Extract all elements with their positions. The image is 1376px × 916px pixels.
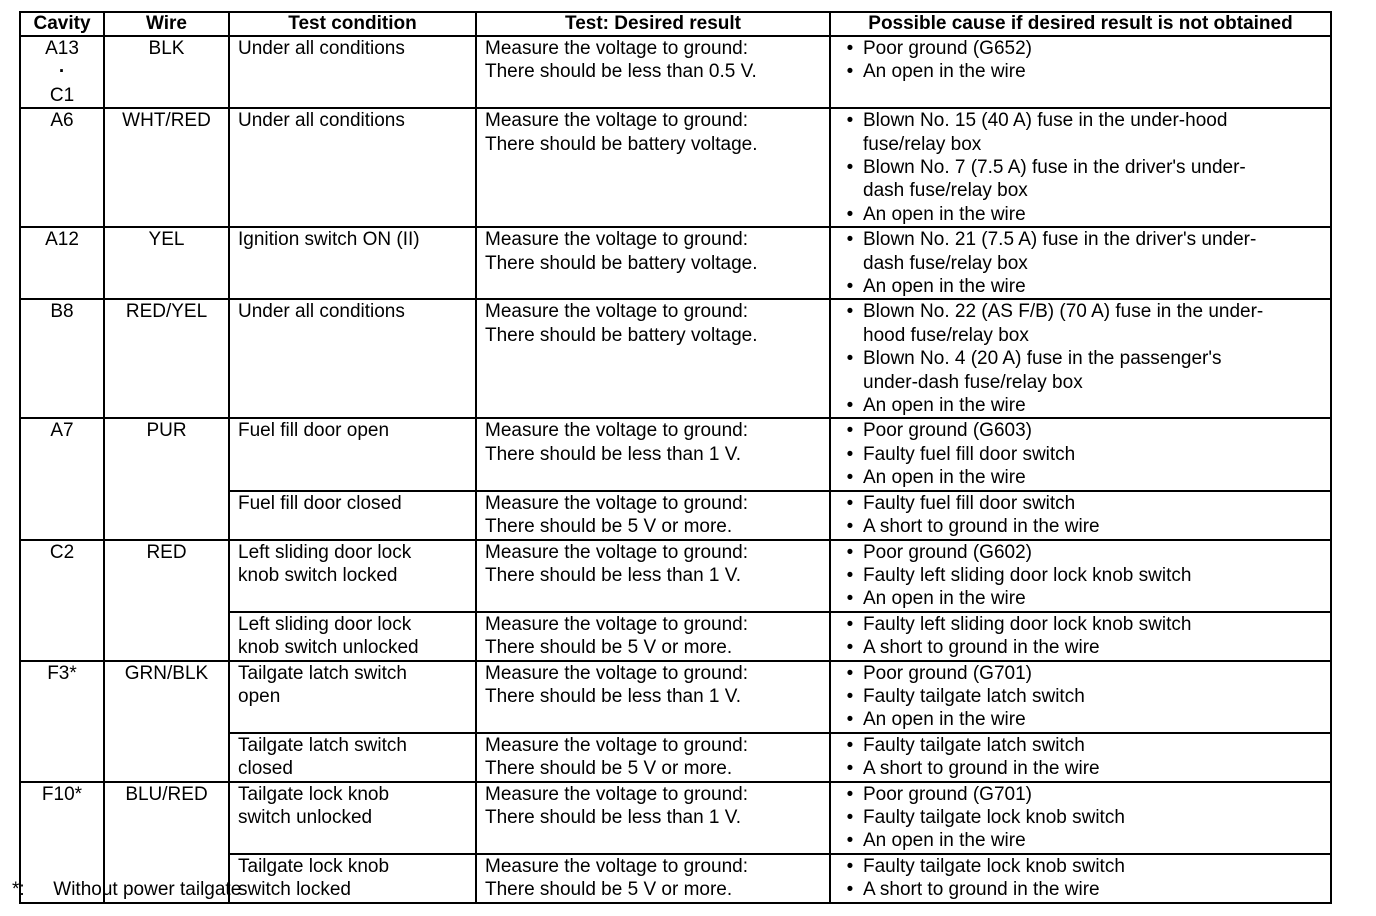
list-item xyxy=(843,228,1330,275)
bullet-icon: • xyxy=(846,492,854,514)
wire-cell xyxy=(104,661,229,782)
desired-result-cell xyxy=(476,540,830,612)
cause-list xyxy=(843,734,1330,781)
cavity-label: F3* xyxy=(47,662,77,684)
list-item xyxy=(843,300,1330,347)
test-condition-cell xyxy=(229,491,476,540)
list-item xyxy=(843,203,1330,226)
test-condition-cell xyxy=(229,108,476,227)
bullet-icon: • xyxy=(846,879,854,901)
bullet-icon: • xyxy=(846,613,854,635)
table-row xyxy=(20,299,1331,418)
cause-text: Faulty tailgate latch switch xyxy=(863,734,1085,756)
wire-color: RED/YEL xyxy=(125,301,208,323)
desired-result-line: There should be less than 1 V. xyxy=(485,564,741,586)
desired-result-cell xyxy=(476,418,830,490)
test-condition-line: Tailgate lock knob xyxy=(238,783,390,805)
desired-result-line: There should be less than 1 V. xyxy=(485,806,741,828)
wire-color: GRN/BLK xyxy=(124,662,209,684)
cause-text: Faulty left sliding door lock knob switch xyxy=(863,613,1192,635)
list-item xyxy=(843,806,1330,829)
test-condition-cell xyxy=(229,540,476,612)
wire-color: BLU/RED xyxy=(125,783,208,805)
bullet-icon: • xyxy=(846,61,854,83)
test-condition-line: Under all conditions xyxy=(238,301,405,323)
bullet-icon: • xyxy=(846,758,854,780)
bullet-icon: • xyxy=(846,855,854,877)
possible-cause-cell xyxy=(830,661,1331,733)
test-condition-line: switch unlocked xyxy=(238,806,373,828)
table-row xyxy=(20,782,1331,854)
desired-result-line: There should be battery voltage. xyxy=(485,324,758,346)
test-condition-line: open xyxy=(238,685,281,707)
test-condition-cell xyxy=(229,612,476,661)
wire-color: WHT/RED xyxy=(122,110,211,132)
cause-text: Blown No. 22 (AS F/B) (70 A) fuse in the under- hood fuse/relay box xyxy=(863,301,1264,346)
bullet-icon: • xyxy=(846,564,854,586)
bullet-icon: • xyxy=(846,420,854,442)
cause-text: Faulty left sliding door lock knob switch xyxy=(863,564,1192,586)
desired-result-line: There should be 5 V or more. xyxy=(485,637,733,659)
test-condition-cell xyxy=(229,299,476,418)
table-row xyxy=(20,36,1331,108)
bullet-icon: • xyxy=(846,203,854,225)
list-item xyxy=(843,60,1330,83)
wire-color: YEL xyxy=(148,229,185,251)
wire-cell xyxy=(104,36,229,108)
test-condition-line: Tailgate latch switch xyxy=(238,662,407,684)
desired-result-line: There should be less than 0.5 V. xyxy=(485,61,757,83)
list-item xyxy=(843,515,1330,538)
desired-result-line: Measure the voltage to ground: xyxy=(485,734,749,756)
list-item xyxy=(843,636,1330,659)
table-row xyxy=(20,227,1331,299)
cause-text: Faulty fuel fill door switch xyxy=(863,443,1076,465)
list-item xyxy=(843,783,1330,806)
test-condition-line: Fuel fill door closed xyxy=(238,492,402,514)
list-item xyxy=(843,613,1330,636)
bullet-icon: • xyxy=(846,637,854,659)
cause-text: An open in the wire xyxy=(863,395,1026,417)
desired-result-line: There should be less than 1 V. xyxy=(485,685,741,707)
cavity-cell xyxy=(20,227,104,299)
header-row xyxy=(20,12,1331,36)
desired-result-line: Measure the voltage to ground: xyxy=(485,420,749,442)
cavity-label: A6 xyxy=(50,110,74,132)
test-condition-line: Tailgate lock knob xyxy=(238,855,390,877)
cause-list xyxy=(843,613,1330,660)
bullet-icon: • xyxy=(846,516,854,538)
cavity-label: A13 xyxy=(45,38,79,59)
desired-result-cell xyxy=(476,299,830,418)
cause-list xyxy=(843,855,1330,902)
table-row xyxy=(20,418,1331,490)
wire-test-table xyxy=(19,11,1332,904)
test-condition-line: Tailgate latch switch xyxy=(238,734,407,756)
cavity-cell xyxy=(20,540,104,661)
desired-result-cell xyxy=(476,854,830,903)
possible-cause-cell xyxy=(830,782,1331,854)
desired-result-line: Measure the voltage to ground: xyxy=(485,783,749,805)
list-item xyxy=(843,878,1330,901)
list-item xyxy=(843,855,1330,878)
desired-result-cell xyxy=(476,612,830,661)
cause-list xyxy=(843,419,1330,489)
list-item xyxy=(843,394,1330,417)
cause-text: Poor ground (G603) xyxy=(863,420,1032,442)
cavity-cell xyxy=(20,661,104,782)
possible-cause-cell xyxy=(830,491,1331,540)
desired-result-line: Measure the voltage to ground: xyxy=(485,541,749,563)
cause-text: A short to ground in the wire xyxy=(863,758,1100,780)
bullet-icon: • xyxy=(846,301,854,323)
list-item xyxy=(843,564,1330,587)
test-condition-cell xyxy=(229,782,476,854)
possible-cause-cell xyxy=(830,854,1331,903)
possible-cause-cell xyxy=(830,227,1331,299)
table-body xyxy=(20,36,1331,903)
cavity-label: C2 xyxy=(49,541,75,563)
bullet-icon: • xyxy=(846,276,854,298)
cavity-label: B8 xyxy=(50,301,74,323)
possible-cause-cell xyxy=(830,108,1331,227)
desired-result-line: There should be less than 1 V. xyxy=(485,443,741,465)
cause-text: A short to ground in the wire xyxy=(863,879,1100,901)
header-cavity: Cavity xyxy=(20,12,104,36)
cause-list xyxy=(843,228,1330,298)
test-condition-cell xyxy=(229,661,476,733)
bullet-icon: • xyxy=(846,229,854,251)
bullet-icon: • xyxy=(846,541,854,563)
footnote-mark: *: xyxy=(12,879,25,900)
test-condition-cell xyxy=(229,418,476,490)
test-condition-line: Left sliding door lock xyxy=(238,613,412,635)
cause-text: An open in the wire xyxy=(863,467,1026,489)
test-condition-line: knob switch locked xyxy=(238,564,398,586)
desired-result-line: Measure the voltage to ground: xyxy=(485,613,749,635)
cause-list xyxy=(843,37,1330,84)
list-item xyxy=(843,587,1330,610)
cause-text: An open in the wire xyxy=(863,203,1026,225)
test-condition-cell xyxy=(229,733,476,782)
cause-text: Faulty tailgate lock knob switch xyxy=(863,855,1125,877)
wire-color: PUR xyxy=(146,420,187,442)
header-test-condition: Test condition xyxy=(229,12,476,36)
cause-text: Poor ground (G701) xyxy=(863,783,1032,805)
desired-result-cell xyxy=(476,491,830,540)
list-item xyxy=(843,541,1330,564)
cause-text: An open in the wire xyxy=(863,61,1026,83)
list-item xyxy=(843,37,1330,60)
cause-text: A short to ground in the wire xyxy=(863,516,1100,538)
cavity-cell xyxy=(20,108,104,227)
table-row xyxy=(20,661,1331,733)
bullet-icon: • xyxy=(846,395,854,417)
bullet-icon: • xyxy=(846,662,854,684)
possible-cause-cell xyxy=(830,36,1331,108)
cause-text: Faulty tailgate lock knob switch xyxy=(863,806,1125,828)
bullet-icon: • xyxy=(846,830,854,852)
bullet-icon: • xyxy=(846,157,854,179)
wire-cell xyxy=(104,418,229,539)
cavity-label: A12 xyxy=(45,229,79,251)
desired-result-line: There should be battery voltage. xyxy=(485,133,758,155)
cause-list xyxy=(843,492,1330,539)
bullet-icon: • xyxy=(846,806,854,828)
cause-list xyxy=(843,662,1330,732)
cause-text: An open in the wire xyxy=(863,830,1026,852)
list-item xyxy=(843,829,1330,852)
desired-result-line: There should be battery voltage. xyxy=(485,252,758,274)
desired-result-line: There should be 5 V or more. xyxy=(485,758,733,780)
cause-text: An open in the wire xyxy=(863,709,1026,731)
desired-result-cell xyxy=(476,36,830,108)
desired-result-line: Measure the voltage to ground: xyxy=(485,229,749,251)
cause-list xyxy=(843,783,1330,853)
possible-cause-cell xyxy=(830,612,1331,661)
test-condition-line: Under all conditions xyxy=(238,110,405,132)
test-condition-line: switch locked xyxy=(238,879,351,901)
desired-result-line: Measure the voltage to ground: xyxy=(485,38,749,59)
footnote xyxy=(12,878,241,901)
desired-result-cell xyxy=(476,782,830,854)
list-item xyxy=(843,347,1330,394)
cavity-label: F10* xyxy=(41,783,83,805)
list-item xyxy=(843,708,1330,731)
list-item xyxy=(843,757,1330,780)
cause-text: Blown No. 4 (20 A) fuse in the passenger's under-dash fuse/relay box xyxy=(863,348,1222,393)
list-item xyxy=(843,492,1330,515)
desired-result-line: Measure the voltage to ground: xyxy=(485,662,749,684)
cause-text: An open in the wire xyxy=(863,588,1026,610)
list-item xyxy=(843,685,1330,708)
test-condition-line: Under all conditions xyxy=(238,38,405,59)
table-header xyxy=(20,12,1331,36)
desired-result-cell xyxy=(476,733,830,782)
test-condition-cell xyxy=(229,227,476,299)
list-item xyxy=(843,275,1330,298)
desired-result-line: Measure the voltage to ground: xyxy=(485,110,749,132)
header-desired-result: Test: Desired result xyxy=(476,12,830,36)
list-item xyxy=(843,466,1330,489)
desired-result-line: There should be 5 V or more. xyxy=(485,879,733,901)
bullet-icon: • xyxy=(846,38,854,59)
cavity-cell xyxy=(20,299,104,418)
list-item xyxy=(843,109,1330,156)
wire-cell xyxy=(104,299,229,418)
desired-result-line: Measure the voltage to ground: xyxy=(485,301,749,323)
cause-text: Faulty fuel fill door switch xyxy=(863,492,1076,514)
test-condition-line: Ignition switch ON (II) xyxy=(238,229,420,251)
wire-cell xyxy=(104,227,229,299)
wire-cell xyxy=(104,540,229,661)
desired-result-line: There should be 5 V or more. xyxy=(485,516,733,538)
cavity-cell xyxy=(20,418,104,539)
cause-text: An open in the wire xyxy=(863,276,1026,298)
test-condition-line: closed xyxy=(238,758,293,780)
possible-cause-cell xyxy=(830,733,1331,782)
header-possible-cause: Possible cause if desired result is not obtained xyxy=(830,12,1331,36)
bullet-icon: • xyxy=(846,348,854,370)
list-item xyxy=(843,734,1330,757)
wire-color: RED xyxy=(146,541,187,563)
wire-color: BLK xyxy=(148,38,185,59)
bullet-icon: • xyxy=(846,709,854,731)
cause-text: A short to ground in the wire xyxy=(863,637,1100,659)
desired-result-cell xyxy=(476,661,830,733)
possible-cause-cell xyxy=(830,418,1331,490)
footnote-text: Without power tailgate xyxy=(53,879,242,900)
table-row xyxy=(20,108,1331,227)
desired-result-line: Measure the voltage to ground: xyxy=(485,855,749,877)
cavity-label: C1 xyxy=(49,84,75,106)
header-wire: Wire xyxy=(104,12,229,36)
test-condition-line: Left sliding door lock xyxy=(238,541,412,563)
test-condition-line: Fuel fill door open xyxy=(238,420,390,442)
cavity-label: · xyxy=(58,61,66,83)
test-condition-cell xyxy=(229,36,476,108)
cause-text: Blown No. 15 (40 A) fuse in the under-hood fuse/relay box xyxy=(863,110,1228,155)
cause-text: Poor ground (G701) xyxy=(863,662,1032,684)
cause-list xyxy=(843,300,1330,417)
possible-cause-cell xyxy=(830,540,1331,612)
possible-cause-cell xyxy=(830,299,1331,418)
bullet-icon: • xyxy=(846,734,854,756)
list-item xyxy=(843,443,1330,466)
cavity-cell xyxy=(20,36,104,108)
cause-text: Poor ground (G652) xyxy=(863,38,1032,59)
desired-result-cell xyxy=(476,108,830,227)
bullet-icon: • xyxy=(846,588,854,610)
list-item xyxy=(843,662,1330,685)
test-condition-cell xyxy=(229,854,476,903)
desired-result-line: Measure the voltage to ground: xyxy=(485,492,749,514)
bullet-icon: • xyxy=(846,443,854,465)
wire-cell xyxy=(104,108,229,227)
cause-text: Blown No. 21 (7.5 A) fuse in the driver's under- dash fuse/relay box xyxy=(863,229,1257,274)
desired-result-cell xyxy=(476,227,830,299)
bullet-icon: • xyxy=(846,110,854,132)
cavity-label: A7 xyxy=(50,420,74,442)
test-condition-line: knob switch unlocked xyxy=(238,637,419,659)
bullet-icon: • xyxy=(846,467,854,489)
bullet-icon: • xyxy=(846,685,854,707)
cause-text: Faulty tailgate latch switch xyxy=(863,685,1085,707)
cause-text: Poor ground (G602) xyxy=(863,541,1032,563)
cause-list xyxy=(843,109,1330,226)
cause-list xyxy=(843,541,1330,611)
table-row xyxy=(20,540,1331,612)
bullet-icon: • xyxy=(846,783,854,805)
list-item xyxy=(843,156,1330,203)
list-item xyxy=(843,419,1330,442)
cause-text: Blown No. 7 (7.5 A) fuse in the driver's under- dash fuse/relay box xyxy=(863,157,1246,202)
